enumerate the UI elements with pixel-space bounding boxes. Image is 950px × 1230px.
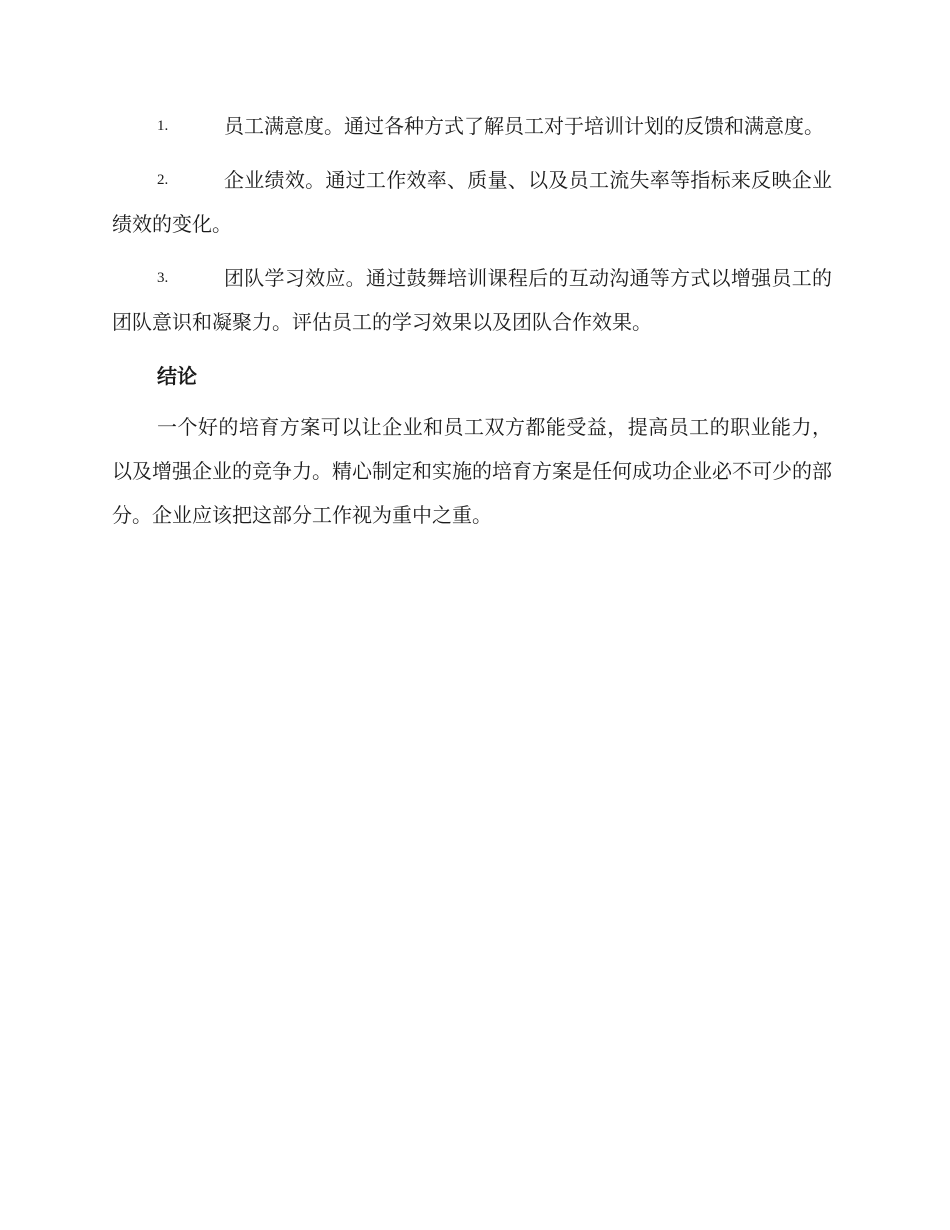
list-item-text: 团队学习效应。通过鼓舞培训课程后的互动沟通等方式以增强员工的团队意识和凝聚力。评估员工的学习效果以及团队合作效果。 [112, 266, 832, 334]
list-item-text: 员工满意度。通过各种方式了解员工对于培训计划的反馈和满意度。 [224, 114, 824, 138]
list-item [112, 104, 832, 148]
list-item-number: 2. [157, 172, 169, 188]
document-page [112, 104, 832, 537]
list-item [112, 256, 832, 344]
list-item [112, 158, 832, 246]
list-item-number: 3. [157, 270, 169, 286]
conclusion-paragraph: 一个好的培育方案可以让企业和员工双方都能受益，提高员工的职业能力，以及增强企业的竞争力。精心制定和实施的培育方案是任何成功企业必不可少的部分。企业应该把这部分工作视为重中之重。 [112, 415, 832, 527]
list-item-number: 1. [157, 118, 169, 134]
list-item-text: 企业绩效。通过工作效率、质量、以及员工流失率等指标来反映企业绩效的变化。 [112, 168, 832, 236]
conclusion-heading: 结论 [157, 364, 197, 388]
